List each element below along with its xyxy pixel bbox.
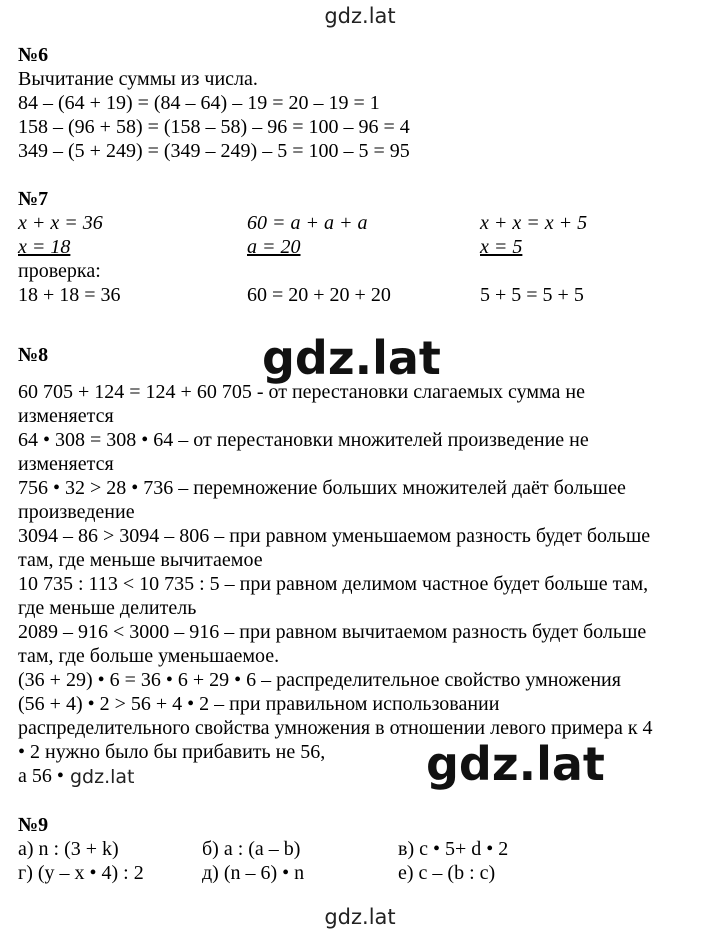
task8-line: распределительного свойства умножения в отношении левого примера к 4: [18, 717, 653, 739]
task7-check-label: проверка:: [18, 260, 101, 282]
equation-text: x + x = x + 5: [480, 212, 588, 234]
task8-line: изменяется: [18, 405, 114, 427]
task6-line: 349 – (5 + 249) = (349 – 249) – 5 = 100 – 5 = 95: [18, 140, 410, 162]
equation-text: x + x = 36: [18, 212, 103, 234]
task8-line: изменяется: [18, 453, 114, 475]
task8-line: 2089 – 916 < 3000 – 916 – при равном вычитаемом разность будет больше: [18, 621, 647, 643]
task8-line: произведение: [18, 501, 135, 523]
task8-line: 60 705 + 124 = 124 + 60 705 - от перестановки слагаемых сумма не: [18, 381, 586, 403]
task6-line: 158 – (96 + 58) = (158 – 58) – 96 = 100 – 96 = 4: [18, 116, 410, 138]
task7-answer-2: [247, 235, 301, 259]
answer-text: x = 5: [480, 236, 523, 258]
task7-eq-2: [247, 211, 368, 235]
task9-header: №9: [18, 814, 49, 836]
task8-header: №8: [18, 344, 49, 366]
watermark-small: gdz.lat: [70, 766, 135, 788]
task7-header: №7: [18, 188, 49, 210]
task9-item-b: б) a : (a – b): [202, 838, 301, 860]
task8-line: 10 735 : 113 < 10 735 : 5 – при равном делимом частное будет больше там,: [18, 573, 649, 595]
task8-line: 64 • 308 = 308 • 64 – от перестановки множителей произведение не: [18, 429, 589, 451]
task8-line: там, где меньше вычитаемое: [18, 549, 263, 571]
task9-item-e: е) c – (b : c): [398, 862, 496, 884]
task7-eq-3: [480, 211, 587, 235]
watermark-top: gdz.lat: [324, 4, 396, 28]
task7-eq-1: [18, 211, 103, 235]
answer-text: x = 18: [18, 236, 71, 258]
task9-item-a: а) n : (3 + k): [18, 838, 119, 860]
task7-check-1: 18 + 18 = 36: [18, 284, 121, 306]
task8-line: (36 + 29) • 6 = 36 • 6 + 29 • 6 – распределительное свойство умножения: [18, 669, 621, 691]
task8-line: а 56 •: [18, 765, 64, 787]
task8-line: 756 • 32 > 28 • 736 – перемножение больших множителей даёт большее: [18, 477, 626, 499]
task6-title: Вычитание суммы из числа.: [18, 68, 258, 90]
watermark-large: gdz.lat: [262, 331, 441, 385]
task7-check-2: 60 = 20 + 20 + 20: [247, 284, 391, 306]
task6-line: 84 – (64 + 19) = (84 – 64) – 19 = 20 – 19 = 1: [18, 92, 380, 114]
task8-line: где меньше делитель: [18, 597, 197, 619]
task6-header: №6: [18, 44, 49, 66]
task8-line: там, где больше уменьшаемое.: [18, 645, 280, 667]
task8-line: • 2 нужно было бы прибавить не 56,: [18, 741, 326, 763]
task9-item-g: г) (y – x • 4) : 2: [18, 862, 144, 884]
task8-line: (56 + 4) • 2 > 56 + 4 • 2 – при правильном использовании: [18, 693, 500, 715]
task7-check-3: 5 + 5 = 5 + 5: [480, 284, 584, 306]
task8-line: 3094 – 86 > 3094 – 806 – при равном уменьшаемом разность будет больше: [18, 525, 651, 547]
watermark-large: gdz.lat: [426, 737, 605, 791]
task9-item-d: д) (n – 6) • n: [202, 862, 305, 884]
equation-text: 60 = a + a + a: [247, 212, 368, 234]
answer-text: a = 20: [247, 236, 301, 258]
task7-answer-1: [18, 235, 70, 259]
task7-answer-3: [480, 235, 522, 259]
task9-item-v: в) c • 5+ d • 2: [398, 838, 509, 860]
watermark-bottom: gdz.lat: [324, 905, 396, 929]
